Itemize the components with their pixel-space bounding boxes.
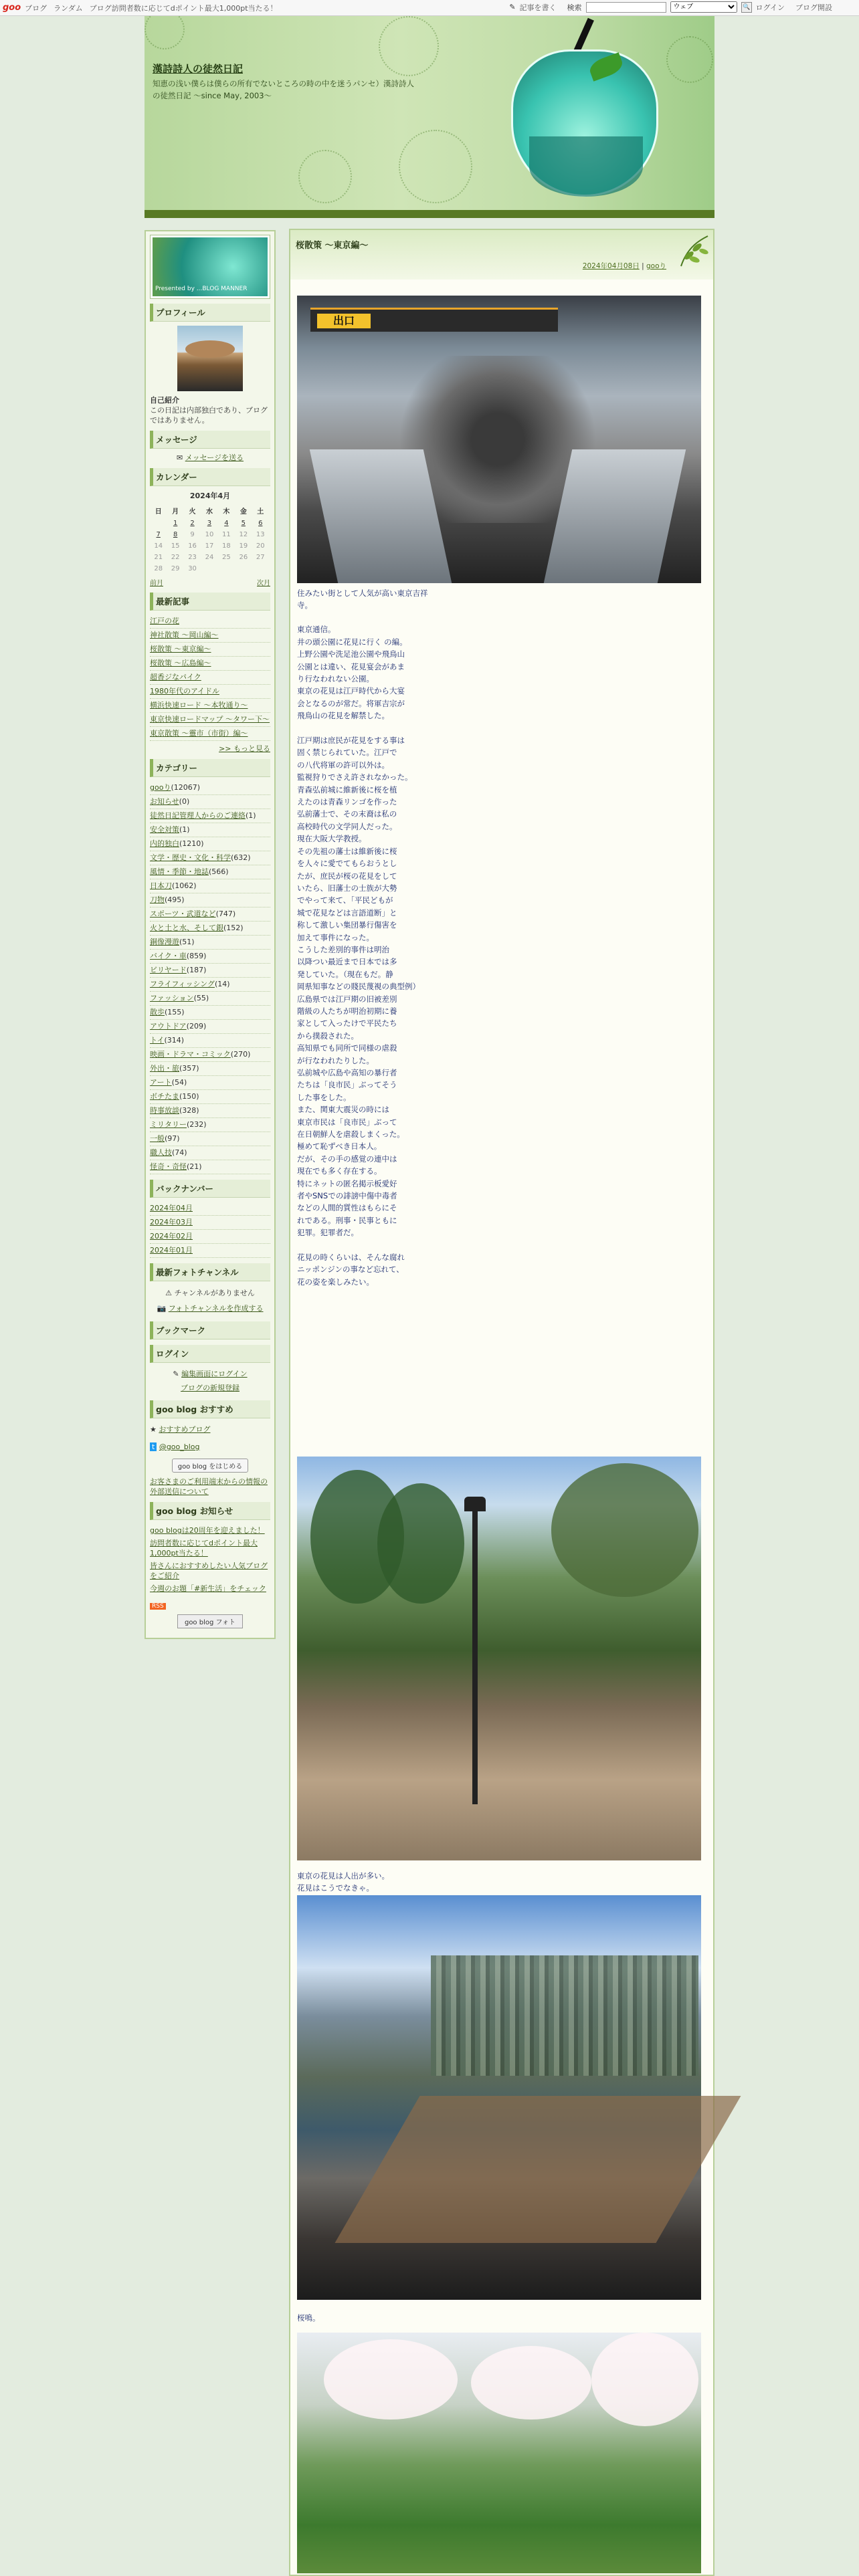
- blog-header: [145, 16, 714, 210]
- global-toolbar: [0, 0, 859, 16]
- category-link[interactable]: アウトドア: [150, 1022, 187, 1031]
- category-link[interactable]: 徒然日記管理人からのご連絡: [150, 811, 246, 820]
- twitter-link[interactable]: @goo_blog: [159, 1442, 200, 1451]
- calendar-day: 9: [190, 531, 195, 538]
- body-line: の八代将軍の許可以外は。: [297, 760, 389, 770]
- calendar-heading: カレンダー: [150, 468, 270, 486]
- backnumber-link[interactable]: 2024年02月: [150, 1232, 193, 1241]
- body-line: 現在でも多く存在する。: [297, 1166, 382, 1176]
- calendar-day: 29: [171, 565, 180, 572]
- register-blog-link[interactable]: ブログの新規登録: [181, 1384, 240, 1392]
- category-count: (1062): [172, 881, 197, 890]
- category-link[interactable]: 映画・ドラマ・コミック: [150, 1050, 231, 1059]
- more-recent-link[interactable]: >> もっと見る: [219, 744, 270, 753]
- body-line: 在日朝鮮人を虐殺しまくった。: [297, 1130, 405, 1140]
- calendar-day[interactable]: 5: [241, 520, 246, 527]
- category-count: (495): [165, 895, 185, 904]
- toolbar-link-blog[interactable]: ブログ: [25, 3, 47, 13]
- entry-date[interactable]: 2024年04月08日: [582, 262, 640, 270]
- entry-caption: [297, 1870, 498, 1895]
- ornament-swirl: [145, 16, 185, 49]
- body-line: 花見の時くらいは、そんな腐れ: [297, 1253, 405, 1263]
- body-line: を人々に愛でてもらおうとし: [297, 859, 397, 869]
- caption-line: 東京の花見は人出が多い。: [297, 1871, 389, 1881]
- category-count: (187): [186, 966, 207, 974]
- open-blog-link[interactable]: ブログ開設: [795, 3, 832, 12]
- recent-post-link[interactable]: 桜散策 〜広島編〜: [150, 659, 211, 667]
- body-line: 公園とは違い、花見宴会があま: [297, 661, 405, 671]
- calendar-day: 28: [154, 565, 163, 572]
- body-line: 以降つい最近まで日本では多: [297, 957, 397, 967]
- station-sign: [310, 308, 558, 332]
- warning-icon: ⚠: [165, 1289, 175, 1297]
- recent-post-link[interactable]: 横浜快速ロード 〜本牧通り〜: [150, 701, 248, 710]
- backnumber-heading: バックナンバー: [150, 1180, 270, 1198]
- recent-posts-heading: 最新記事: [150, 593, 270, 611]
- recent-post-link[interactable]: 東京散策 〜靈市（市街）編〜: [150, 729, 248, 738]
- entry-header: [290, 230, 713, 280]
- category-link[interactable]: 刀物: [150, 895, 165, 904]
- body-line: 階級の人たちが明治初期に養: [297, 1006, 397, 1016]
- category-link[interactable]: スポーツ・武道など: [150, 909, 216, 918]
- category-count: (1): [179, 825, 190, 834]
- recent-post-link[interactable]: 東京快速ロードマップ 〜タワー下〜: [150, 715, 270, 724]
- pond-bridge-photo: [297, 1895, 701, 2300]
- category-link[interactable]: 外出・旅: [150, 1064, 179, 1073]
- news-link[interactable]: 今週のお題「#新生活」をチェック: [150, 1584, 266, 1593]
- ornament-swirl: [298, 150, 352, 203]
- body-line: 特にネットの匿名掲示板愛好: [297, 1178, 397, 1188]
- street-lamp-image: [472, 1510, 478, 1804]
- tree-line-image: [431, 1955, 698, 2076]
- category-link[interactable]: gooり: [150, 783, 171, 792]
- camera-icon: 📷: [157, 1304, 169, 1313]
- body-line: 東京市民は「良市民」ぶって: [297, 1117, 397, 1127]
- body-line: れである。刑事・民事ともに: [297, 1215, 397, 1225]
- category-count: (51): [179, 938, 195, 946]
- category-count: (747): [215, 909, 236, 918]
- calendar-month: 2024年4月: [189, 492, 231, 500]
- calendar-day: [235, 563, 252, 574]
- body-line: えたのは青森リンゴを作った: [297, 797, 397, 807]
- glass-shadow: [529, 136, 643, 197]
- profile-intro-label: 自己紹介: [150, 396, 179, 405]
- leaf-ornament-icon: [674, 233, 710, 273]
- calendar-day: [252, 563, 269, 574]
- category-count: (314): [164, 1036, 185, 1045]
- category-count: (21): [187, 1162, 202, 1171]
- login-heading: ログイン: [150, 1345, 270, 1363]
- category-link[interactable]: 火と土と水、そして銀: [150, 924, 223, 932]
- category-link[interactable]: 銅像漫遊: [150, 938, 179, 946]
- category-count: (54): [171, 1078, 187, 1087]
- toolbar-link-campaign[interactable]: ブログ訪問者数に応じてdポイント最大1,000pt当たる！: [89, 3, 278, 13]
- body-line: などの人間的質性はもらにそ: [297, 1203, 397, 1213]
- body-line: 上野公園や洗足池公園や飛鳥山: [297, 649, 405, 659]
- weekday: 木: [223, 508, 230, 516]
- category-count: (209): [186, 1022, 207, 1031]
- category-count: (97): [165, 1134, 180, 1143]
- category-link[interactable]: 安全対策: [150, 825, 179, 834]
- category-link[interactable]: トイ: [150, 1036, 165, 1045]
- category-heading: カテゴリー: [150, 759, 270, 777]
- pencil-icon: ✎: [509, 3, 516, 11]
- category-count: (357): [179, 1064, 199, 1073]
- template-thumbnail: Presented by ...BLOG MANNER: [151, 235, 270, 298]
- category-count: (155): [165, 1008, 185, 1016]
- body-line: 江戸期は庶民が花見をする事は: [297, 736, 405, 746]
- category-link[interactable]: お知らせ: [150, 797, 179, 806]
- category-count: (270): [230, 1050, 251, 1059]
- recent-post-link[interactable]: 桜散策 〜東京編〜: [150, 645, 211, 653]
- station-escalator-photo: [297, 296, 701, 583]
- body-line: こうした差別的事件は明治: [297, 944, 389, 954]
- body-line: 加えて事件になった。: [297, 932, 374, 942]
- create-photochannel-link[interactable]: フォトチャンネルを作成する: [168, 1304, 264, 1313]
- photochannel-heading: 最新フォトチャンネル: [150, 1263, 270, 1281]
- body-line: だが、その手の感覚の連中は: [297, 1154, 397, 1164]
- photo-badge[interactable]: goo blog フォト: [177, 1614, 243, 1628]
- bridge-crowd-image: [335, 2096, 741, 2243]
- backnumber-link[interactable]: 2024年04月: [150, 1204, 193, 1212]
- blog-subtitle: 知恵の浅い僕らは僕らの所有でないところの時の中を迷うパンセ）漢詩詩人の徒然日記 〜since May, 2003〜: [153, 79, 414, 100]
- mail-icon: ✉: [176, 453, 185, 462]
- recent-post-link[interactable]: 江戸の花: [150, 617, 179, 625]
- prev-month-link[interactable]: 前月: [150, 580, 163, 587]
- body-line: 青森弘前城に維新後に桜を植: [297, 784, 397, 794]
- search-button[interactable]: 🔍: [741, 2, 752, 13]
- category-count: (152): [223, 924, 244, 932]
- start-blog-button[interactable]: goo blog をはじめる: [172, 1459, 249, 1473]
- category-count: (1210): [179, 839, 204, 848]
- news-link[interactable]: goo blogは20周年を迎えました！: [150, 1526, 265, 1535]
- header-bar: [145, 210, 714, 218]
- weekday: 火: [189, 508, 196, 516]
- park-crowd-photo: [297, 1457, 701, 1860]
- body-line: 東京通信。: [297, 625, 336, 635]
- body-line: 者やSNSでの誹謗中傷中毒者: [297, 1191, 397, 1201]
- news-heading: goo blog お知らせ: [150, 1502, 270, 1520]
- ornament-swirl: [379, 16, 439, 76]
- calendar-day[interactable]: 6: [258, 520, 263, 527]
- category-link[interactable]: 内的独白: [150, 839, 179, 848]
- calendar-day[interactable]: 8: [173, 531, 178, 538]
- calendar-day[interactable]: 3: [207, 520, 212, 527]
- body-line: でやって来て、「平民どもが: [297, 895, 393, 905]
- category-link[interactable]: 文学・歴史・文化・科学: [150, 853, 231, 862]
- send-message-link[interactable]: メッセージを送る: [185, 453, 244, 462]
- photochannel-empty: チャンネルがありません: [174, 1289, 255, 1297]
- news-link[interactable]: 訪問者数に応じてdポイント最大1,000pt当たる！: [150, 1539, 258, 1558]
- profile-intro-text: この日記は内部独白であり、ブログではありません。: [150, 406, 268, 425]
- search-input[interactable]: [586, 2, 666, 13]
- calendar-day: 11: [222, 531, 231, 538]
- bookmark-heading: ブックマーク: [150, 1321, 270, 1339]
- body-line: 広島県では江戸期の旧被差別: [297, 994, 397, 1004]
- recommend-link[interactable]: おすすめブログ: [159, 1425, 211, 1434]
- category-count: (14): [214, 980, 230, 988]
- body-line: から撲殺された。: [297, 1031, 359, 1041]
- calendar-day[interactable]: 2: [190, 520, 195, 527]
- toolbar-link-random[interactable]: ランダム: [54, 3, 83, 13]
- weekday: 土: [257, 508, 264, 516]
- calendar-day: 23: [188, 554, 197, 561]
- calendar-day: 26: [239, 554, 248, 561]
- twitter-icon: t: [150, 1442, 157, 1451]
- body-line: 飛鳥山の花見を解禁した。: [297, 711, 389, 721]
- calendar-day[interactable]: 1: [173, 520, 178, 527]
- body-line: 弘前城や広島や高知の暴行者: [297, 1068, 397, 1077]
- login-link[interactable]: ログイン: [755, 3, 785, 12]
- profile-heading: プロフィール: [150, 304, 270, 322]
- weekday: 日: [155, 508, 162, 516]
- calendar-day: 17: [205, 542, 214, 550]
- body-line: たが、庶民が桜の花見をして: [297, 871, 397, 881]
- calendar-day: 19: [239, 542, 248, 550]
- body-line: 発していた。（現在もだ。静: [297, 969, 393, 979]
- calendar-day: 10: [205, 531, 214, 538]
- tree-image: [377, 1483, 464, 1604]
- category-count: (12067): [171, 783, 201, 792]
- external-transmission-link[interactable]: お客さまのご利用端末からの情報の外部送信について: [150, 1477, 268, 1496]
- recent-post-link[interactable]: 神社散策 〜岡山編〜: [150, 631, 219, 639]
- category-link[interactable]: 散歩: [150, 1008, 165, 1016]
- calendar-day: 20: [256, 542, 265, 550]
- search-scope-select[interactable]: [670, 1, 737, 13]
- category-link[interactable]: 怪奇・奇怪: [150, 1162, 187, 1171]
- entry-meta: 2024年04月08日 | gooり: [582, 262, 666, 270]
- toolbar-right: [509, 1, 839, 13]
- body-line: いたら、旧藩士の士族が大勢: [297, 883, 397, 893]
- recent-post-link[interactable]: 1980年代のアイドル: [150, 687, 220, 695]
- category-link[interactable]: バイク・車: [150, 952, 187, 960]
- backnumber-link[interactable]: 2024年01月: [150, 1246, 193, 1255]
- category-link[interactable]: 一般: [150, 1134, 165, 1143]
- calendar-day: 24: [205, 554, 214, 561]
- calendar-day: [201, 563, 217, 574]
- body-line: [297, 722, 431, 734]
- entry-area: [289, 229, 714, 2576]
- sidebar: [145, 230, 276, 1639]
- body-line: 家として入ったけで平民たち: [297, 1018, 397, 1029]
- category-count: (632): [231, 853, 251, 862]
- weekday: 金: [240, 508, 247, 516]
- caption-line: 花見はこうでなきゃ。: [297, 1883, 374, 1893]
- calendar-day: [150, 518, 167, 529]
- body-line: また、関東大震災の時には: [297, 1105, 389, 1115]
- calendar-day: 27: [256, 554, 265, 561]
- category-link[interactable]: 職人技: [150, 1148, 172, 1157]
- category-count: (566): [209, 867, 229, 876]
- news-link[interactable]: 皆さんにおすすめしたい人気ブログをご紹介: [150, 1562, 268, 1580]
- message-heading: メッセージ: [150, 431, 270, 449]
- body-line: 会となるのが常だ。将軍吉宗が: [297, 698, 405, 708]
- weekday: 月: [172, 508, 179, 516]
- category-count: (150): [179, 1092, 199, 1101]
- category-count: (0): [179, 797, 190, 806]
- category-link[interactable]: ボチたま: [150, 1092, 179, 1101]
- search-label: 検索: [567, 3, 582, 12]
- blossom-image: [324, 2339, 458, 2420]
- body-line: 城で花見などは言語道断」と: [297, 907, 397, 918]
- blog-title[interactable]: 漢詩詩人の徒然日記: [153, 63, 244, 75]
- category-count: (232): [187, 1120, 207, 1129]
- category-count: (55): [193, 994, 209, 1002]
- calendar-day: [218, 563, 235, 574]
- category-count: (859): [186, 952, 207, 960]
- tree-image: [551, 1463, 698, 1597]
- category-link[interactable]: 日本刀: [150, 881, 172, 890]
- body-line: ニッポンジンの事など忘れて、: [297, 1265, 404, 1275]
- cherry-blossom-photo: [297, 2333, 701, 2573]
- body-line: 高校時代の文学同人だった。: [297, 821, 397, 831]
- category-link[interactable]: 時事放談: [150, 1106, 179, 1115]
- calendar-day: 16: [188, 542, 197, 550]
- entry-caption: 住みたい街として人気が高い東京吉祥寺。: [297, 588, 428, 611]
- calendar-day: 14: [154, 542, 163, 550]
- category-link[interactable]: アート: [150, 1078, 172, 1087]
- body-line: 弘前藩士で、その末裔は私の: [297, 809, 397, 819]
- edit-login-link[interactable]: 編集画面にログイン: [181, 1370, 248, 1378]
- entry-title[interactable]: 桜散策 〜東京編〜: [296, 241, 369, 251]
- calendar-day[interactable]: 7: [156, 531, 161, 538]
- calendar-day: 13: [256, 531, 265, 538]
- body-line: 花の姿を楽しみたい。: [297, 1277, 374, 1287]
- rss-icon[interactable]: RSS: [150, 1603, 166, 1610]
- body-line: 現在大阪大学教授。: [297, 834, 367, 844]
- calendar-day: 21: [154, 554, 163, 561]
- body-line: 称して激しい集団暴行傷害を: [297, 920, 397, 930]
- entry-body: [297, 611, 431, 1288]
- body-line: 固く禁じられていた。江戸で: [297, 748, 397, 758]
- ornament-swirl: [399, 130, 472, 203]
- body-line: 高知県でも同所で同様の虐殺: [297, 1043, 397, 1053]
- body-line: 極めて恥ずべき日本人。: [297, 1142, 382, 1152]
- pencil-icon: ✎: [173, 1370, 182, 1378]
- body-line: たちは「良市民」ぶってそう: [297, 1080, 397, 1090]
- body-line: 東京の花見は江戸時代から大宴: [297, 686, 405, 696]
- backnumber-link[interactable]: 2024年03月: [150, 1218, 193, 1226]
- body-line: その先祖の藩士は維新後に桜: [297, 846, 397, 856]
- entry-caption: 桜鳴。: [297, 2313, 320, 2323]
- body-line: が行なわれたりした。: [297, 1055, 374, 1065]
- calendar-day: 22: [171, 554, 180, 561]
- sign-exit-label: 出口: [317, 314, 371, 328]
- blossom-image: [591, 2333, 698, 2426]
- body-line: 井の頭公園に花見に行く の編。: [297, 637, 407, 647]
- category-count: (328): [179, 1106, 199, 1115]
- blossom-image: [471, 2346, 591, 2420]
- calendar-day: 30: [188, 565, 197, 572]
- page-wrapper: [145, 16, 714, 2576]
- category-link[interactable]: ファッション: [150, 994, 194, 1002]
- category-link[interactable]: ミリタリー: [150, 1120, 187, 1129]
- star-icon: ★: [150, 1425, 159, 1434]
- body-line: した事をした。: [297, 1092, 351, 1102]
- calendar-grid: [150, 504, 269, 574]
- calendar-day: 25: [222, 554, 231, 561]
- next-month-link[interactable]: 次月: [257, 580, 270, 587]
- avatar[interactable]: [177, 326, 243, 391]
- category-link[interactable]: 風情・季節・地誌: [150, 867, 209, 876]
- body-line: 岡県知事などの賤民蔑視の典型例）: [297, 982, 420, 992]
- recent-post-link[interactable]: 超香ジなパイク: [150, 673, 201, 681]
- ornament-swirl: [666, 36, 713, 83]
- calendar-day[interactable]: 4: [224, 520, 229, 527]
- category-link[interactable]: ビリヤード: [150, 966, 187, 974]
- goo-logo[interactable]: goo: [3, 3, 21, 13]
- category-count: (1): [246, 811, 256, 820]
- write-post-link[interactable]: 記事を書く: [519, 3, 557, 12]
- category-count: (74): [172, 1148, 187, 1157]
- calendar-day: 12: [239, 531, 248, 538]
- recommend-heading: goo blog おすすめ: [150, 1400, 270, 1418]
- category-link[interactable]: フライフィッシング: [150, 980, 215, 988]
- weekday: 水: [205, 508, 213, 516]
- body-line: 犯罪。犯罪者だ。: [297, 1228, 359, 1238]
- body-line: り行なわれない公園。: [297, 674, 374, 684]
- body-line: [297, 1239, 431, 1251]
- body-line: [297, 611, 431, 623]
- entry-category[interactable]: gooり: [646, 262, 666, 270]
- calendar-day: 15: [171, 542, 180, 550]
- body-line: 監視狩りでさえ許されなかった。: [297, 772, 413, 782]
- calendar-day: 18: [222, 542, 231, 550]
